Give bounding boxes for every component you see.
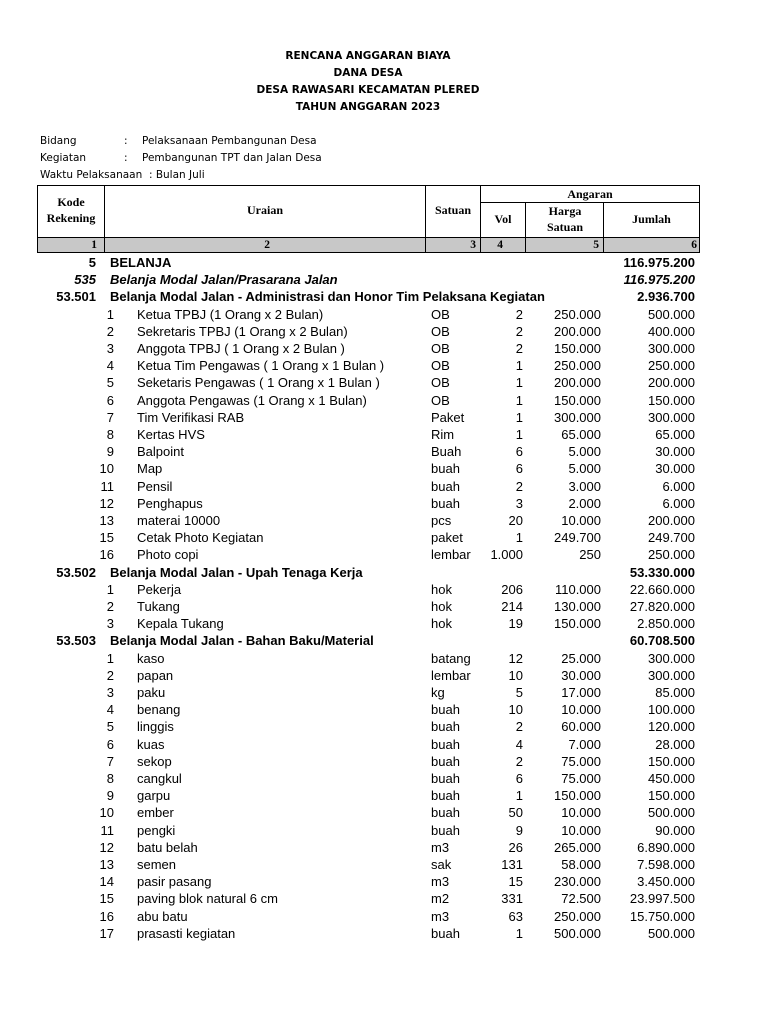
item-uraian: kuas [137,736,165,752]
item-jumlah: 85.000 [655,685,695,700]
header-angaran: Angaran [567,187,613,201]
item-number: 8 [106,427,114,442]
item-number: 12 [99,495,114,511]
item-vol: 1 [515,788,523,804]
item-harga: 2.000 [568,495,601,511]
belanja-code: 5 [88,255,96,270]
item-vol: 331 [501,891,523,907]
group-code: 53.501 [56,289,96,305]
bidang-value: Pelaksanaan Pembangunan Desa [142,135,317,147]
item-harga: 110.000 [554,581,601,597]
item-uraian: Balpoint [137,444,184,460]
group-jumlah: 2.936.700 [637,289,695,305]
item-jumlah: 300.000 [648,341,695,356]
item-vol: 206 [501,581,523,597]
group-jumlah: 53.330.000 [629,564,695,580]
item-number: 11 [100,478,114,494]
item-vol: 1 [515,409,523,425]
table-row [0,323,768,340]
item-harga: 10.000 [561,822,601,838]
col-number-6: 6 [691,239,697,251]
item-number: 2 [106,599,114,614]
item-satuan: buah [431,788,460,804]
item-satuan: buah [431,736,460,752]
item-uraian: Anggota TPBJ ( 1 Orang x 2 Bulan ) [137,341,345,356]
item-vol: 1 [515,358,523,374]
info-waktu: Waktu Pelaksanaan : Bulan Juli [40,169,205,181]
item-uraian: Tim Verifikasi RAB [137,409,245,425]
item-uraian: Kertas HVS [137,427,205,442]
bidang-label: Bidang [40,135,77,147]
item-satuan: hok [431,581,452,597]
table-row [0,770,768,787]
table-row [0,908,768,925]
item-uraian: cangkul [137,771,182,786]
item-harga: 65.000 [561,427,601,442]
item-number: 3 [106,616,114,632]
item-satuan: buah [431,805,460,821]
item-number: 4 [106,702,114,718]
item-uraian: Seketaris Pengawas ( 1 Orang x 1 Bulan ) [137,375,380,391]
item-harga: 250 [579,547,601,563]
item-harga: 58.000 [561,857,601,872]
group-row [0,564,768,581]
table-row [0,839,768,856]
item-number: 15 [99,530,114,546]
item-satuan: sak [431,857,452,872]
table-row [0,787,768,804]
item-vol: 2 [515,306,523,322]
item-number: 2 [106,667,114,683]
item-vol: 1.000 [490,547,523,563]
table-row [0,804,768,821]
item-jumlah: 23.997.500 [629,891,695,907]
item-uraian: Ketua TPBJ (1 Orang x 2 Bulan) [137,306,324,322]
item-jumlah: 200.000 [648,513,695,528]
header-harga-satuan: Harga Satuan [546,204,584,234]
item-vol: 1 [515,427,523,442]
group-row [0,288,768,305]
item-number: 6 [106,736,114,752]
table-row [0,495,768,512]
table-row [0,409,768,426]
item-number: 1 [106,306,114,322]
item-uraian: benang [137,702,181,718]
item-uraian: Kepala Tukang [137,616,224,632]
item-number: 9 [106,788,114,804]
item-satuan: buah [431,478,460,494]
item-vol: 2 [515,478,523,494]
item-uraian: garpu [137,788,171,804]
header-kode-rekening: Kode Rekening [46,195,96,225]
item-satuan: lembar [431,667,471,683]
item-uraian: Pekerja [137,581,182,597]
item-uraian: paving blok natural 6 cm [137,891,278,907]
item-number: 13 [99,857,114,872]
table-row [0,340,768,357]
item-harga: 150.000 [554,341,601,356]
item-jumlah: 150.000 [648,753,695,769]
item-satuan: Paket [431,409,465,425]
item-harga: 75.000 [561,753,601,769]
table-row [0,546,768,563]
item-harga: 265.000 [554,839,601,855]
header-border-right [699,185,700,253]
item-uraian: batu belah [137,839,198,855]
item-harga: 150.000 [554,788,601,804]
item-uraian: sekop [137,753,172,769]
item-jumlah: 500.000 [648,805,695,821]
item-satuan: m3 [431,839,450,855]
item-jumlah: 500.000 [648,925,695,941]
item-harga: 60.000 [561,719,601,735]
item-uraian: Tukang [137,599,180,614]
item-jumlah: 28.000 [655,736,695,752]
item-jumlah: 250.000 [648,547,695,563]
group-label: Belanja Modal Jalan - Bahan Baku/Material [110,633,374,649]
item-jumlah: 90.000 [655,822,695,838]
item-satuan: buah [431,771,460,786]
item-harga: 250.000 [554,908,601,924]
group-jumlah: 60.708.500 [629,633,695,649]
item-satuan: OB [431,323,450,339]
item-uraian: papan [137,667,174,683]
item-harga: 150.000 [554,616,601,632]
doc-subtitle-dana: DANA DESA [333,67,403,79]
item-harga: 200.000 [554,323,601,339]
item-uraian: Ketua Tim Pengawas ( 1 Orang x 1 Bulan ) [137,358,385,374]
header-jumlah: Jumlah [632,212,671,226]
item-harga: 300.000 [554,409,601,425]
item-number: 17 [99,925,114,941]
item-jumlah: 250.000 [648,358,695,374]
item-jumlah: 7.598.000 [637,857,695,872]
table-row [0,443,768,460]
item-number: 7 [106,753,114,769]
doc-subtitle-tahun: TAHUN ANGGARAN 2023 [295,101,441,113]
item-number: 1 [106,650,114,666]
header-satuan: Satuan [434,203,472,217]
item-harga: 230.000 [554,874,601,890]
item-number: 4 [106,358,114,374]
table-row [0,890,768,907]
item-jumlah: 120.000 [648,719,695,735]
table-row [0,598,768,615]
col-number-4: 4 [497,239,503,251]
item-uraian: abu batu [137,908,188,924]
table-row [0,667,768,684]
item-satuan: OB [431,306,450,322]
info-bidang [40,135,317,147]
group-label: Belanja Modal Jalan - Upah Tenaga Kerja [110,564,363,580]
item-jumlah: 6.000 [662,495,695,511]
table-row [0,701,768,718]
header-uraian: Uraian [247,203,283,217]
item-vol: 50 [508,805,523,821]
item-jumlah: 15.750.000 [629,908,695,924]
item-harga: 130.000 [554,599,601,614]
item-jumlah: 500.000 [648,306,695,322]
item-jumlah: 450.000 [648,771,695,786]
item-jumlah: 300.000 [648,667,695,683]
item-harga: 7.000 [568,736,601,752]
item-satuan: buah [431,925,460,941]
item-vol: 131 [501,857,523,872]
item-harga: 3.000 [568,478,601,494]
item-harga: 500.000 [554,925,601,941]
item-vol: 1 [515,375,523,391]
item-satuan: buah [431,461,460,477]
table-row [0,822,768,839]
col-number-5: 5 [593,239,599,251]
item-satuan: m2 [431,891,450,907]
item-number: 1 [106,581,114,597]
item-harga: 30.000 [561,667,601,683]
item-jumlah: 3.450.000 [637,874,695,890]
item-vol: 2 [515,753,523,769]
table-row [0,650,768,667]
item-uraian: Map [137,461,163,477]
item-vol: 5 [515,685,523,700]
item-harga: 5.000 [568,461,601,477]
item-number: 8 [106,771,114,786]
item-uraian: materai 10000 [137,513,221,528]
item-satuan: hok [431,616,452,632]
item-satuan: buah [431,753,460,769]
belanja-row [0,254,768,271]
group-code: 53.502 [56,564,96,580]
item-number: 3 [106,685,114,700]
col-number-2: 2 [264,239,270,251]
belanja-modal-code: 535 [74,272,96,288]
item-jumlah: 27.820.000 [629,599,695,614]
item-vol: 3 [515,495,523,511]
belanja-jumlah: 116.975.200 [623,255,695,270]
item-jumlah: 300.000 [648,409,695,425]
table-row [0,529,768,546]
item-satuan: m3 [431,908,450,924]
item-jumlah: 300.000 [648,650,695,666]
item-vol: 6 [515,771,523,786]
table-row [0,736,768,753]
item-jumlah: 100.000 [648,702,695,718]
item-satuan: buah [431,822,460,838]
item-jumlah: 400.000 [648,323,695,339]
item-jumlah: 150.000 [648,788,695,804]
table-row [0,856,768,873]
item-harga: 25.000 [561,650,601,666]
item-vol: 26 [508,839,523,855]
item-number: 15 [99,891,114,907]
item-harga: 5.000 [568,444,601,460]
item-satuan: hok [431,599,452,614]
kegiatan-value: Pembangunan TPT dan Jalan Desa [142,152,322,164]
item-vol: 6 [515,461,523,477]
item-number: 16 [99,547,114,563]
item-number: 9 [106,444,114,460]
item-satuan: buah [431,719,460,735]
item-harga: 250.000 [554,306,601,322]
item-satuan: OB [431,341,450,356]
belanja-modal-label: Belanja Modal Jalan/Prasarana Jalan [110,272,338,288]
table-row [0,478,768,495]
table-row [0,392,768,409]
item-number: 12 [99,839,114,855]
table-row [0,306,768,323]
item-uraian: Anggota Pengawas (1 Orang x 1 Bulan) [137,392,367,408]
item-vol: 2 [515,341,523,356]
table-row [0,873,768,890]
item-number: 16 [99,908,114,924]
table-row [0,581,768,598]
table-row [0,357,768,374]
doc-title: RENCANA ANGGARAN BIAYA [285,50,451,62]
belanja-modal-jumlah: 116.975.200 [623,272,695,288]
item-jumlah: 22.660.000 [629,581,695,597]
item-number: 2 [106,323,114,339]
item-vol: 1 [515,530,523,546]
item-harga: 72.500 [561,891,601,907]
item-uraian: Cetak Photo Kegiatan [137,530,264,546]
item-uraian: pasir pasang [137,874,212,890]
item-jumlah: 65.000 [655,427,695,442]
item-number: 7 [106,409,114,425]
table-row [0,718,768,735]
item-satuan: batang [431,650,471,666]
item-vol: 9 [515,822,523,838]
item-satuan: buah [431,702,460,718]
item-satuan: kg [431,685,445,700]
item-harga: 75.000 [561,771,601,786]
item-uraian: linggis [137,719,174,735]
item-satuan: Rim [431,427,455,442]
item-uraian: kaso [137,650,165,666]
item-vol: 2 [515,719,523,735]
item-harga: 250.000 [554,358,601,374]
header-border-bottom [37,252,700,253]
item-vol: 4 [515,736,523,752]
item-number: 5 [106,719,114,735]
table-row [0,426,768,443]
doc-subtitle-desa: DESA RAWASARI KECAMATAN PLERED [256,84,480,96]
belanja-modal-row [0,271,768,288]
item-uraian: paku [137,685,166,700]
item-number: 14 [99,874,114,890]
item-satuan: buah [431,495,460,511]
item-number: 6 [106,392,114,408]
item-number: 11 [100,822,114,838]
col-number-1: 1 [91,239,97,251]
item-uraian: pengki [137,822,176,838]
item-jumlah: 6.000 [662,478,695,494]
table-row [0,753,768,770]
item-uraian: Penghapus [137,495,203,511]
bidang-colon: : [124,135,128,147]
item-vol: 2 [515,323,523,339]
table-row [0,925,768,942]
item-satuan: Buah [431,444,462,460]
item-jumlah: 249.700 [648,530,695,546]
item-harga: 249.700 [554,530,601,546]
group-code: 53.503 [56,633,96,649]
item-vol: 20 [508,513,523,528]
table-row [0,512,768,529]
item-uraian: semen [137,857,177,872]
item-vol: 15 [508,874,523,890]
item-vol: 1 [515,925,523,941]
item-number: 3 [106,341,114,356]
item-jumlah: 6.890.000 [637,839,695,855]
item-number: 10 [99,461,114,477]
kegiatan-colon: : [124,152,128,164]
item-vol: 10 [508,667,523,683]
item-satuan: m3 [431,874,450,890]
table-row [0,460,768,477]
item-harga: 17.000 [561,685,601,700]
item-vol: 214 [501,599,523,614]
item-harga: 10.000 [561,805,601,821]
item-number: 13 [99,513,114,528]
item-satuan: OB [431,358,450,374]
item-vol: 1 [515,392,523,408]
item-number: 10 [99,805,114,821]
group-label: Belanja Modal Jalan - Administrasi dan Honor Tim Pelaksana Kegiatan [110,289,545,305]
item-vol: 63 [508,908,523,924]
item-satuan: pcs [431,513,452,528]
item-uraian: Sekretaris TPBJ (1 Orang x 2 Bulan) [137,323,348,339]
item-number: 5 [106,375,114,391]
table-row [0,374,768,391]
header-vol: Vol [494,212,512,226]
item-harga: 10.000 [561,513,601,528]
item-jumlah: 30.000 [655,461,695,477]
item-uraian: Pensil [137,478,173,494]
item-uraian: prasasti kegiatan [137,925,236,941]
item-harga: 150.000 [554,392,601,408]
item-jumlah: 200.000 [648,375,695,391]
item-vol: 19 [508,616,523,632]
item-jumlah: 30.000 [655,444,695,460]
item-satuan: paket [431,530,463,546]
item-harga: 10.000 [561,702,601,718]
info-kegiatan [40,152,322,164]
group-row [0,632,768,649]
item-harga: 200.000 [554,375,601,391]
table-row [0,615,768,632]
item-vol: 12 [508,650,523,666]
item-jumlah: 2.850.000 [637,616,695,632]
item-uraian: Photo copi [137,547,199,563]
item-vol: 6 [515,444,523,460]
item-jumlah: 150.000 [648,392,695,408]
belanja-label: BELANJA [110,255,172,270]
item-satuan: OB [431,375,450,391]
col-number-3: 3 [470,239,476,251]
item-satuan: lembar [431,547,471,563]
item-uraian: ember [137,805,174,821]
table-row [0,684,768,701]
item-vol: 10 [508,702,523,718]
kegiatan-label: Kegiatan [40,152,87,164]
item-satuan: OB [431,392,450,408]
